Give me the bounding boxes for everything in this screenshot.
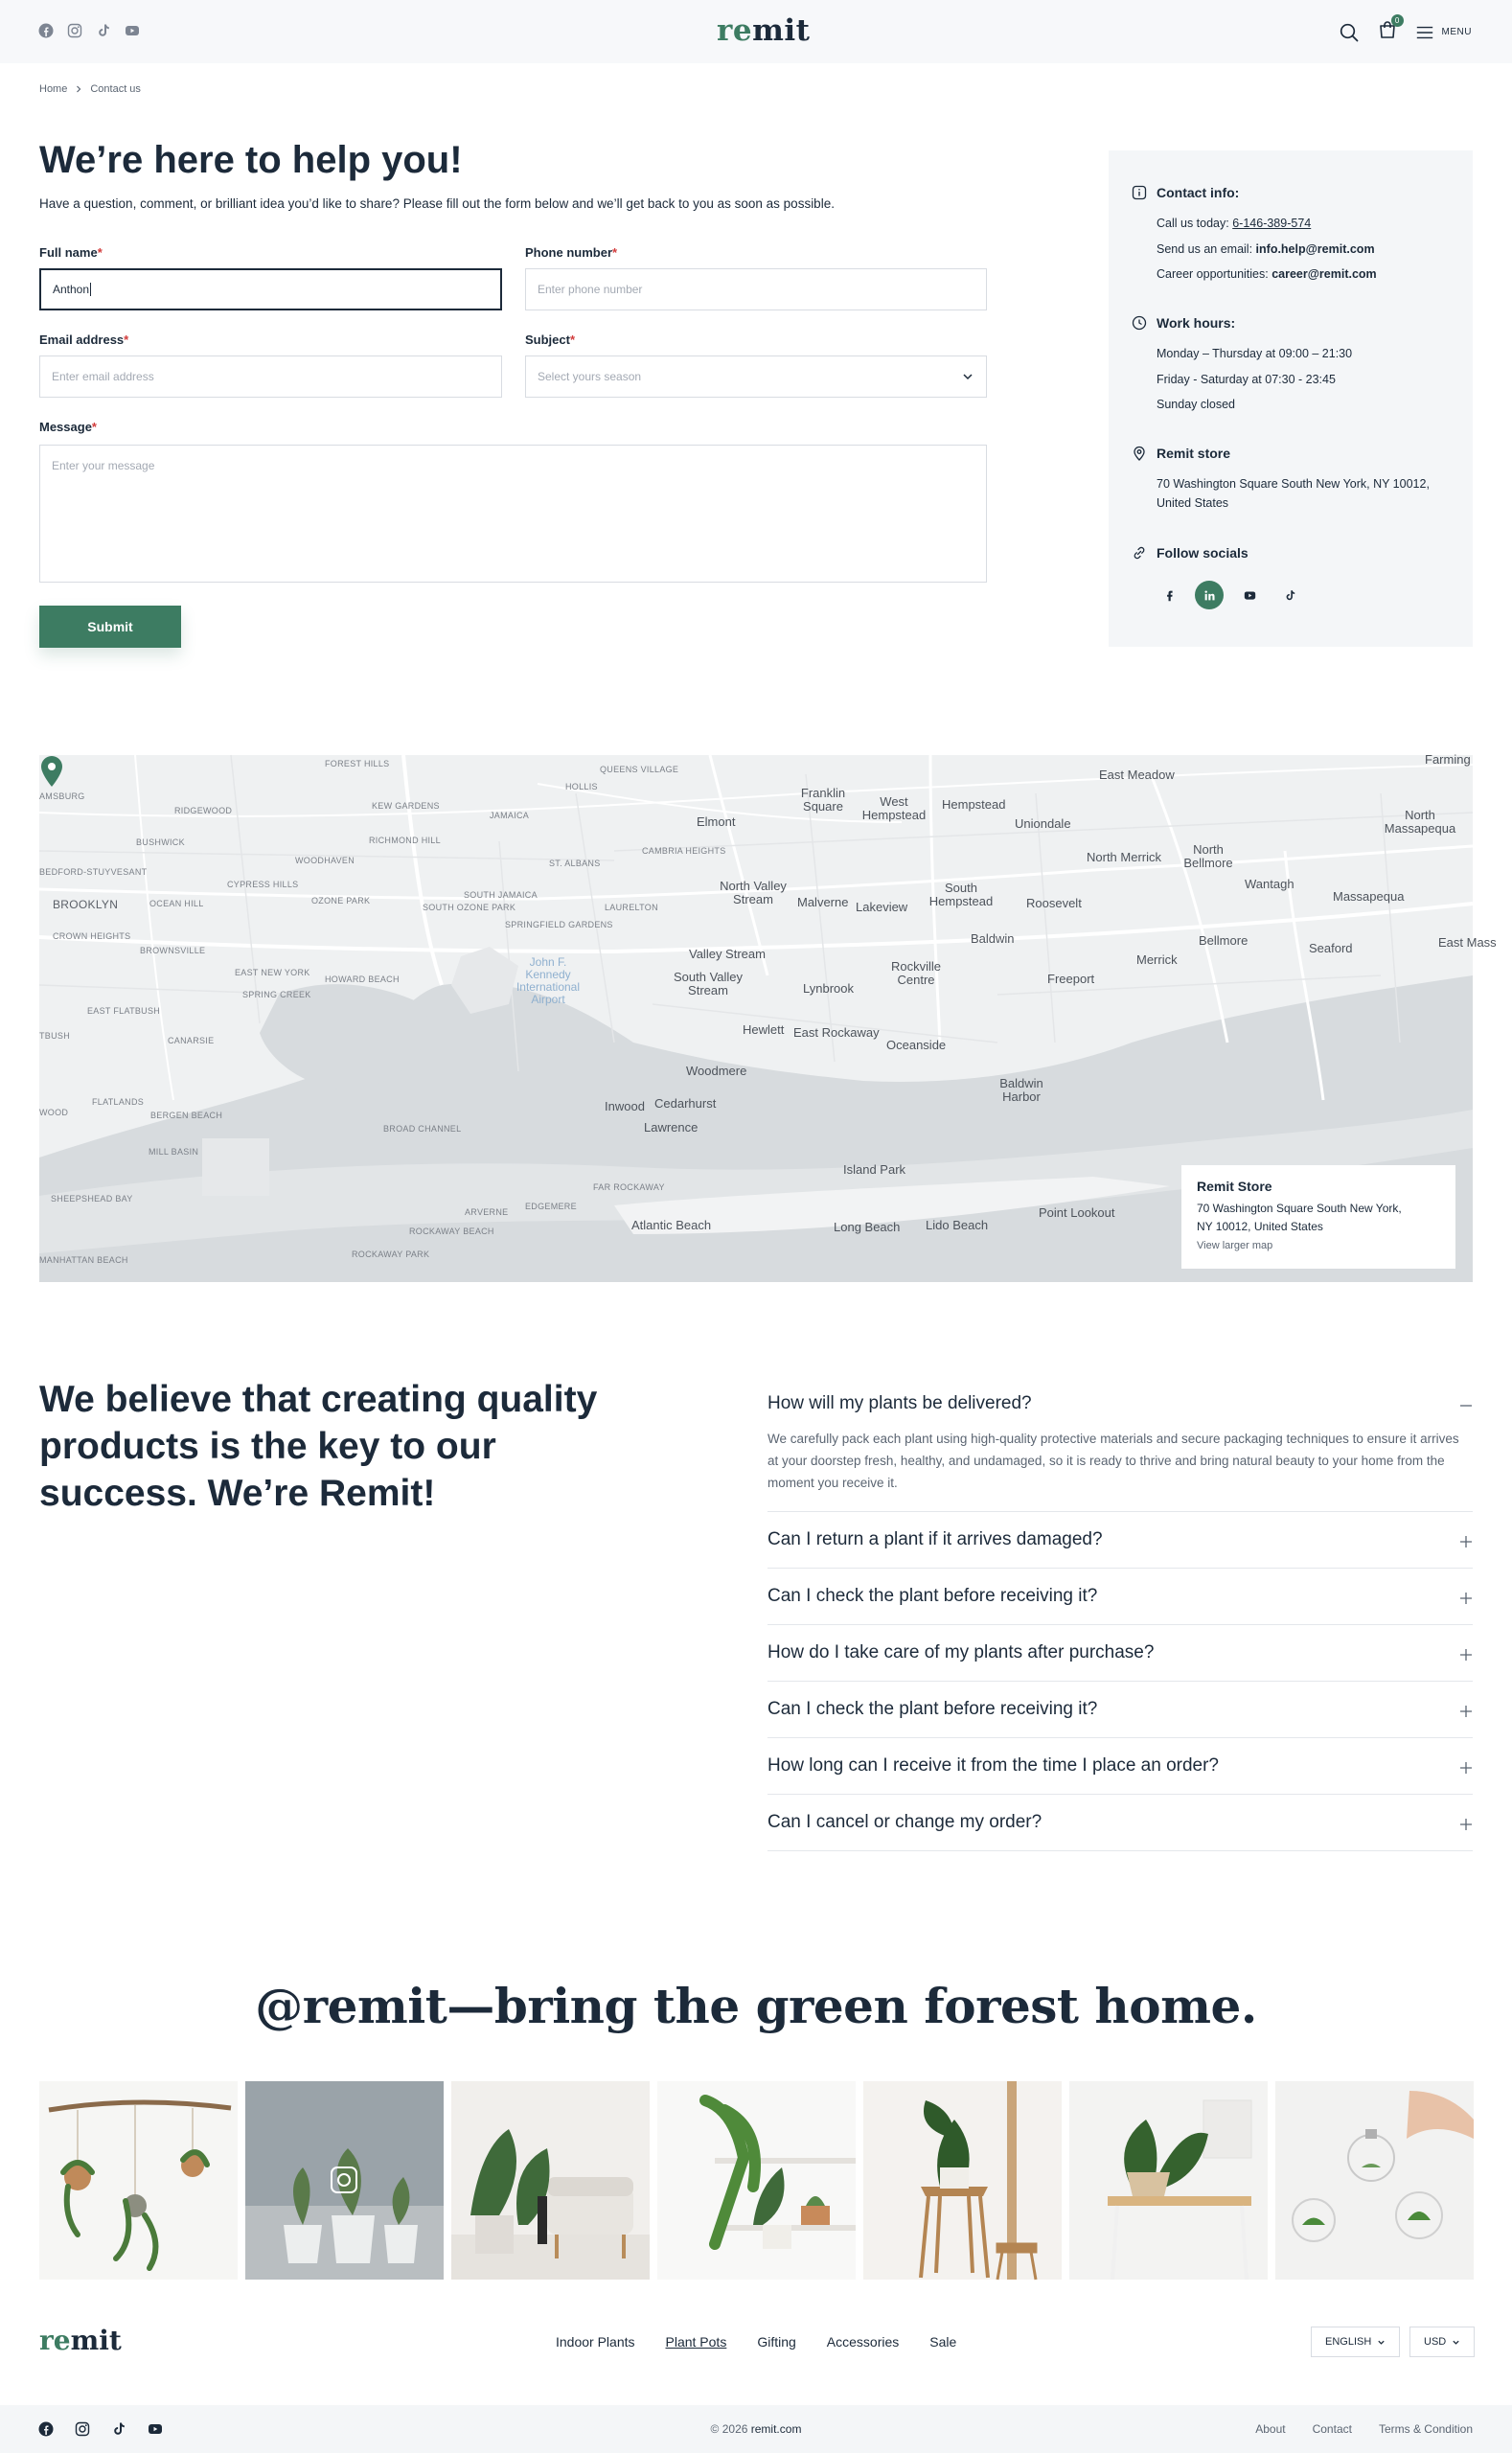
message-placeholder: Enter your message — [52, 459, 155, 472]
map-label: ST. ALBANS — [549, 859, 601, 868]
map-city: Roosevelt — [1026, 896, 1082, 910]
page-subtitle: Have a question, comment, or brilliant idea you’d like to share? Please fill out the form below and we’ll get back to you as soon as possible. — [39, 196, 835, 211]
map-label: ROCKAWAY BEACH — [409, 1226, 494, 1236]
map-label: KEW GARDENS — [372, 801, 440, 811]
tiktok-button[interactable] — [1275, 581, 1304, 609]
instagram-title: @remit—bring the green forest home. — [255, 1978, 1257, 2034]
logo-accent: re — [39, 2325, 71, 2356]
map-label: CROWN HEIGHTS — [53, 931, 131, 941]
tiktok-icon — [1284, 589, 1296, 602]
map-label: OZONE PARK — [311, 896, 371, 906]
contact-info-heading: Contact info: — [1132, 185, 1239, 200]
footer-legal-links — [1255, 2422, 1473, 2436]
map-city: Massapequa — [1333, 889, 1405, 904]
tiktok-icon[interactable] — [96, 23, 111, 38]
shelf-plants-image — [657, 2081, 856, 2280]
map-label: FOREST HILLS — [325, 759, 390, 768]
store-map[interactable] — [39, 752, 1497, 1282]
faq-item[interactable] — [767, 1738, 1473, 1795]
hours-sunday: Sunday closed — [1157, 398, 1236, 411]
map-city: East Mass — [1438, 935, 1497, 950]
map-city: Farming — [1425, 752, 1471, 767]
full-name-label: Full name* — [39, 245, 103, 260]
minus-icon[interactable] — [1459, 1399, 1473, 1412]
linkedin-icon — [1203, 589, 1216, 602]
message-label: Message* — [39, 420, 97, 434]
map-label: BEDFORD-STUYVESANT — [39, 867, 148, 877]
logo-accent: re — [717, 13, 753, 48]
map-label: BROAD CHANNEL — [383, 1124, 462, 1134]
footer-link-terms[interactable]: Terms & Condition — [1378, 2422, 1473, 2436]
menu-button[interactable] — [1415, 23, 1472, 42]
full-name-input[interactable] — [39, 268, 502, 310]
map-city: North Merrick — [1087, 850, 1162, 864]
call-line: Call us today: 6-146-389-574 — [1157, 217, 1312, 230]
map-label: CAMBRIA HEIGHTS — [642, 846, 726, 856]
search-icon[interactable] — [1339, 22, 1360, 43]
faq-question[interactable]: How will my plants be delivered? — [767, 1393, 1032, 1413]
map-city: East Rockaway — [793, 1025, 880, 1040]
header-socials — [38, 23, 140, 38]
logo-rest: mit — [70, 2325, 122, 2356]
map-city: Point Lookout — [1039, 1205, 1115, 1220]
copyright: © 2026 remit.com — [710, 2422, 802, 2436]
map-airport-label: John F. Kennedy International Airport — [515, 955, 581, 1006]
hours-weekday: Monday – Thursday at 09:00 – 21:30 — [1157, 347, 1353, 360]
plus-icon[interactable] — [1459, 1648, 1473, 1662]
living-room-image — [451, 2081, 650, 2280]
map-label: WOODHAVEN — [295, 856, 355, 865]
map-label: EAST NEW YORK — [235, 968, 310, 977]
map-city: Franklin Square — [800, 786, 846, 814]
potted-plants-image — [245, 2081, 444, 2280]
work-hours-heading: Work hours: — [1132, 315, 1235, 331]
site-header — [0, 0, 1512, 63]
chevron-down-icon — [1377, 2338, 1386, 2347]
youtube-icon[interactable] — [125, 23, 140, 38]
map-label: BERGEN BEACH — [150, 1111, 223, 1120]
map-label: QUEENS VILLAGE — [600, 765, 679, 774]
map-label: SHEEPSHEAD BAY — [51, 1194, 133, 1204]
faq-item[interactable] — [767, 1569, 1473, 1625]
gallery-tile[interactable] — [451, 2081, 650, 2280]
map-label: MILL BASIN — [149, 1147, 199, 1157]
subject-label: Subject* — [525, 332, 576, 347]
faq-answer: We carefully pack each plant using high-quality protective materials and secure packaging techniques to ensure it arrives at your doorstep fresh, healthy, and undamaged, so it is ready to thrive and bring natural beauty to your home from the moment you receive it. — [767, 1432, 1459, 1490]
phone-link[interactable]: 6-146-389-574 — [1232, 217, 1312, 230]
map-label: SOUTH JAMAICA — [464, 890, 538, 900]
facebook-icon — [1163, 589, 1176, 602]
map-label: SOUTH OZONE PARK — [423, 903, 516, 912]
chevron-down-icon — [961, 370, 974, 383]
map-label: CYPRESS HILLS — [227, 880, 299, 889]
chevron-down-icon — [1452, 2338, 1460, 2347]
map-city: West Hempstead — [861, 794, 927, 822]
store-address-1: 70 Washington Square South New York, NY 10012, — [1157, 477, 1430, 491]
map-label: SPRING CREEK — [242, 990, 311, 999]
map-city: Lynbrook — [803, 981, 854, 996]
social-buttons — [1155, 581, 1304, 609]
map-city: Seaford — [1309, 941, 1353, 955]
map-label: TBUSH — [39, 1031, 71, 1041]
career-line: Career opportunities: career@remit.com — [1157, 267, 1377, 281]
breadcrumb-current: Contact us — [90, 83, 141, 95]
map-city: Lawrence — [644, 1120, 699, 1135]
map-city: Hempstead — [942, 797, 1006, 812]
footer-bottom-bar — [0, 2405, 1512, 2453]
faq-item[interactable] — [767, 1512, 1473, 1569]
contact-info-card — [1109, 150, 1473, 647]
chevron-right-icon — [75, 85, 82, 93]
map-city: Malverne — [797, 895, 849, 909]
map-city: Cedarhurst — [654, 1096, 717, 1111]
currency-select[interactable] — [1409, 2327, 1475, 2357]
footer-nav-item[interactable]: Indoor Plants — [556, 2334, 635, 2350]
map-city: South Hempstead — [928, 881, 994, 908]
faq-question[interactable]: Can I check the plant before receiving it? — [767, 1699, 1098, 1719]
map-city: North Valley Stream — [720, 879, 787, 906]
map-label: EAST FLATBUSH — [87, 1006, 161, 1016]
map-city: Wantagh — [1245, 877, 1294, 891]
map-city: Lakeview — [856, 900, 908, 914]
info-icon — [1132, 185, 1147, 200]
header-actions — [1339, 16, 1472, 45]
footer-logo[interactable] — [39, 2325, 122, 2356]
linkedin-button[interactable] — [1195, 581, 1224, 609]
map-city: Rockville Centre — [890, 959, 941, 987]
breadcrumb-home[interactable]: Home — [39, 83, 68, 95]
map-card-address-1: 70 Washington Square South New York, — [1197, 1202, 1402, 1215]
footer-nav — [556, 2334, 956, 2350]
footer-nav-item[interactable]: Gifting — [757, 2334, 796, 2350]
site-logo[interactable] — [717, 13, 810, 48]
map-city: Bellmore — [1199, 933, 1249, 948]
email-line: Send us an email: info.help@remit.com — [1157, 242, 1375, 256]
map-city: Hewlett — [743, 1022, 785, 1037]
currency-value: USD — [1424, 2336, 1447, 2348]
map-label: BROOKLYN — [53, 898, 119, 911]
store-address-2: United States — [1157, 496, 1229, 510]
faq-item[interactable] — [767, 1795, 1473, 1851]
map-info-card — [1181, 1165, 1455, 1269]
submit-button[interactable]: Submit — [39, 606, 181, 648]
faq-item[interactable] — [767, 1380, 1473, 1512]
map-label: WOOD — [39, 1108, 69, 1117]
career-link[interactable]: career@remit.com — [1271, 267, 1377, 281]
map-label: BROWNSVILLE — [140, 946, 206, 955]
map-label: MANHATTAN BEACH — [39, 1255, 128, 1265]
email-input[interactable] — [39, 355, 502, 398]
map-city: Freeport — [1047, 972, 1095, 986]
map-city: Long Beach — [834, 1220, 901, 1234]
map-label: ARVERNE — [465, 1207, 509, 1217]
map-label: HOLLIS — [565, 782, 598, 791]
map-city: South Valley Stream — [673, 970, 744, 997]
map-city: Uniondale — [1015, 816, 1071, 831]
faq-question[interactable]: Can I return a plant if it arrives damaged? — [767, 1529, 1103, 1549]
map-city: North Massapequa — [1384, 808, 1456, 836]
gallery-tile[interactable] — [245, 2081, 444, 2280]
phone-input[interactable] — [525, 268, 987, 310]
gallery-tile[interactable] — [1275, 2081, 1474, 2280]
map-label: HOWARD BEACH — [325, 974, 400, 984]
location-pin-icon — [1132, 446, 1147, 461]
facebook-button[interactable] — [1155, 581, 1183, 609]
faq-question[interactable]: How do I take care of my plants after purchase? — [767, 1642, 1155, 1662]
subject-placeholder: Select yours season — [538, 370, 642, 383]
map-city: Valley Stream — [689, 947, 766, 961]
map-label: BUSHWICK — [136, 837, 185, 847]
map-label: AMSBURG — [39, 791, 85, 801]
map-label: RICHMOND HILL — [369, 836, 441, 845]
map-label: EDGEMERE — [525, 1202, 577, 1211]
plus-icon[interactable] — [1459, 1705, 1473, 1718]
map-city: East Meadow — [1099, 768, 1175, 782]
language-value: ENGLISH — [1325, 2336, 1372, 2348]
hamburger-icon — [1415, 23, 1434, 42]
store-heading: Remit store — [1132, 446, 1230, 461]
clock-icon — [1132, 315, 1147, 331]
store-location-marker[interactable] — [39, 755, 64, 788]
map-card-address-2: NY 10012, United States — [1197, 1220, 1323, 1233]
message-textarea[interactable] — [39, 445, 987, 583]
subject-select[interactable] — [525, 355, 987, 398]
instagram-icon[interactable] — [67, 23, 82, 38]
map-city: Woodmere — [686, 1064, 747, 1078]
youtube-button[interactable] — [1235, 581, 1264, 609]
map-city: Oceanside — [886, 1038, 947, 1052]
map-card-title: Remit Store — [1197, 1179, 1272, 1194]
footer-link-about[interactable]: About — [1255, 2422, 1286, 2436]
map-city: Inwood — [605, 1099, 645, 1113]
map-label: RIDGEWOOD — [174, 806, 233, 815]
faq-item[interactable] — [767, 1625, 1473, 1682]
about-headline: We believe that creating quality products is the key to our success. We’re Remit! — [39, 1379, 598, 1514]
map-city: North Bellmore — [1183, 842, 1233, 870]
map-city: Baldwin — [971, 931, 1015, 946]
plus-icon[interactable] — [1459, 1818, 1473, 1831]
gallery-tile[interactable] — [657, 2081, 856, 2280]
gallery-tile[interactable] — [39, 2081, 238, 2280]
text-cursor — [90, 283, 91, 296]
phone-label: Phone number* — [525, 245, 618, 260]
instagram-gallery — [39, 2081, 1474, 2280]
youtube-icon — [1244, 589, 1256, 602]
footer-nav-item[interactable]: Sale — [929, 2334, 957, 2350]
language-select[interactable] — [1311, 2327, 1400, 2357]
faq-item[interactable] — [767, 1682, 1473, 1738]
cart-button[interactable] — [1377, 16, 1400, 45]
breadcrumb — [39, 83, 141, 95]
stool-plant-image — [863, 2081, 1062, 2280]
email-link[interactable]: info.help@remit.com — [1255, 242, 1375, 256]
copyright-site-link[interactable]: remit.com — [750, 2422, 802, 2436]
faq-question[interactable]: Can I check the plant before receiving it? — [767, 1586, 1098, 1606]
map-city: Island Park — [843, 1162, 906, 1177]
email-placeholder: Enter email address — [52, 370, 154, 383]
side-table-plant-image — [1069, 2081, 1268, 2280]
cart-count-badge: 0 — [1391, 14, 1404, 27]
map-label: CANARSIE — [168, 1036, 215, 1045]
plus-icon[interactable] — [1459, 1761, 1473, 1775]
email-label: Email address* — [39, 332, 129, 347]
faq-accordion — [767, 1380, 1473, 1851]
map-label: FAR ROCKAWAY — [593, 1182, 665, 1192]
map-city: Baldwin Harbor — [999, 1076, 1043, 1104]
map-label: FLATLANDS — [92, 1097, 145, 1107]
map-city: Lido Beach — [926, 1218, 989, 1232]
faq-question[interactable]: How long can I receive it from the time I place an order? — [767, 1755, 1220, 1776]
map-city: Atlantic Beach — [631, 1218, 712, 1232]
faq-question[interactable]: Can I cancel or change my order? — [767, 1812, 1042, 1832]
footer-link-contact[interactable]: Contact — [1312, 2422, 1352, 2436]
footer-nav-item[interactable]: Plant Pots — [665, 2334, 727, 2350]
phone-placeholder: Enter phone number — [538, 283, 643, 296]
map-label: LAURELTON — [605, 903, 658, 912]
map-label: JAMAICA — [490, 811, 530, 820]
hanging-plants-image — [39, 2081, 238, 2280]
menu-label: MENU — [1441, 27, 1472, 37]
gallery-tile[interactable] — [1069, 2081, 1268, 2280]
full-name-value: Anthon — [53, 283, 90, 296]
hours-weekend: Friday - Saturday at 07:30 - 23:45 — [1157, 373, 1336, 386]
socials-heading: Follow socials — [1132, 545, 1249, 561]
logo-rest: mit — [752, 13, 811, 48]
view-larger-map-link[interactable]: View larger map — [1197, 1240, 1273, 1251]
footer-nav-item[interactable]: Accessories — [826, 2334, 900, 2350]
map-label: ROCKAWAY PARK — [352, 1249, 430, 1259]
link-icon — [1132, 545, 1147, 561]
map-city: Elmont — [697, 814, 736, 829]
page-title: We’re here to help you! — [39, 139, 463, 181]
plus-icon[interactable] — [1459, 1592, 1473, 1605]
map-label: SPRINGFIELD GARDENS — [505, 920, 613, 929]
bulb-terrarium-image — [1275, 2081, 1474, 2280]
map-city: Merrick — [1136, 952, 1178, 967]
map-label: OCEAN HILL — [149, 899, 204, 908]
facebook-icon[interactable] — [38, 23, 54, 38]
plus-icon[interactable] — [1459, 1535, 1473, 1548]
gallery-tile[interactable] — [863, 2081, 1062, 2280]
